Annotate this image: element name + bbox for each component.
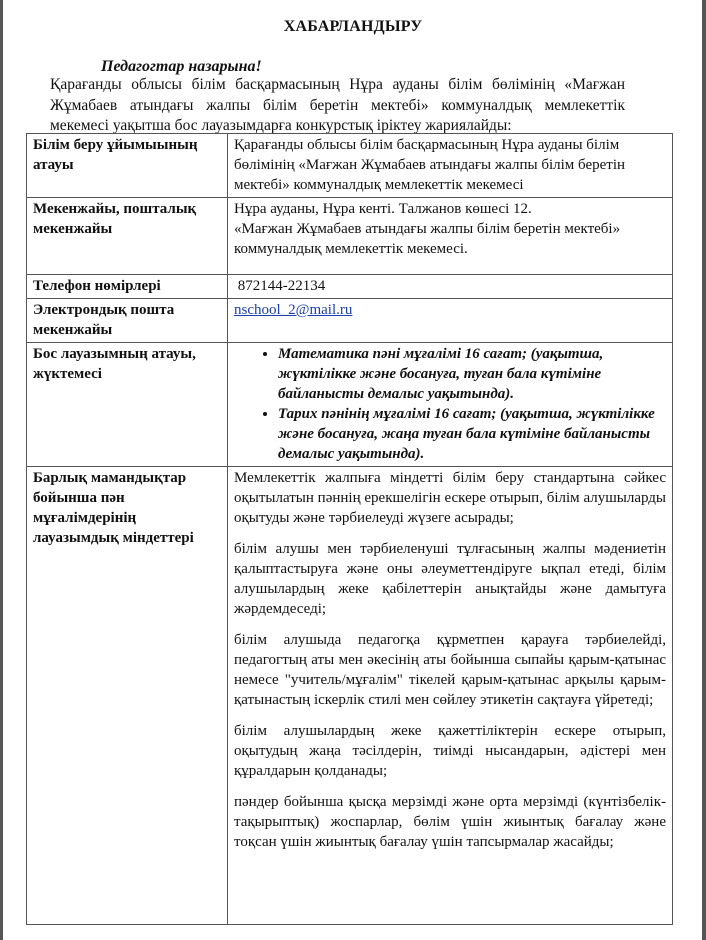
row-value: Қарағанды облысы білім басқармасының Нұра ауданы білім бөлімінің «Мағжан Жұмабаев атындағы жалпы білім беретін мектебі» коммуналдық мемлекеттік мекемесі xyxy=(228,134,673,198)
page-title: ХАБАРЛАНДЫРУ xyxy=(283,18,423,35)
vacancy-item-math: • Математика пәні мұғалімі 16 сағат; (уақытша, жүктілікке және босануға, туған бала күтіміне байланысты демалыс уақытында). xyxy=(278,344,666,404)
phone-number xyxy=(228,275,673,299)
intro-paragraph: Қарағанды облысы білім басқармасының Нұра ауданы білім бөлімінің «Мағжан Жұмабаев атындағы жалпы білім беретін мектебі» коммуналдық мемлекеттік мекемесі уақытша бос лауазымдарға конкурстық іріктеу жариялайды: xyxy=(50,76,625,134)
vacancy-item-history: • Тарих пәнінің мұғалімі 16 сағат; (уақытша, жүктілікке және босануға, жаңа туған бала күтіміне байланысты демалыс уақытында). xyxy=(278,404,666,464)
duty-item: пәндер бойынша қысқа мерзімді және орта мерзімді (күнтізбелік-тақырыптық) жоспарлар, бөлім үшін жиынтық бағалау және тоқсан үшін жиынтық бағалау үшін тапсырмалар жасайды; xyxy=(234,794,666,850)
row-label: Электрондық пошта мекенжайы xyxy=(27,299,228,343)
table-row-vacancies xyxy=(27,343,673,467)
address-school: «Мағжан Жұмабаев атындағы жалпы білім беретін мектебі» коммуналдық мемлекеттік мекемесі. xyxy=(234,221,621,257)
row-label: Мекенжайы, пошталық мекенжайы xyxy=(27,198,228,275)
row-label: Телефон нөмірлері xyxy=(27,275,228,299)
row-label: Бос лауазымның атауы, жүктемесі xyxy=(27,343,228,467)
table-row-address xyxy=(27,198,673,275)
duty-item: білім алушылардың жеке қажеттіліктерін ескере отырып, оқытудың жаңа тәсілдерін, тиімді нысандарын, әдістері мен құралдарын қолданады; xyxy=(234,723,666,779)
row-value xyxy=(228,467,673,925)
table-row-duties xyxy=(27,467,673,925)
duty-item: білім алушыда педагогқа құрметпен қарауға тәрбиелейді, педагогтың аты мен әкесінің аты бойынша сыпайы қарым-қатынас немесе "учитель/мұғалім" тікелей қарым-қатынас арқылы қарым-қатынастың іскерлік стилі мен сөйлеу этикетін сақтауға үйретеді; xyxy=(234,632,666,708)
attention-heading: Педагогтар назарына! xyxy=(101,58,262,75)
duty-item: Мемлекеттік жалпыға міндетті білім беру стандартына сәйкес оқытылатын пәннің ерекшелігін ескере отырып, білім алушыларды оқытуды және тәрбиелеуді жүзеге асырады; xyxy=(234,470,666,526)
table-row-email xyxy=(27,299,673,343)
table-row-organization xyxy=(27,134,673,198)
table-row-phone xyxy=(27,275,673,299)
row-value xyxy=(228,299,673,343)
email-link[interactable]: nschool_2@mail.ru xyxy=(234,302,353,318)
address-line: Нұра ауданы, Нұра кенті. Талжанов көшесі 12. xyxy=(234,201,532,217)
row-label: Барлық мамандықтар бойынша пән мұғалімдерінің лауазымдық міндеттері xyxy=(27,467,228,925)
page-edge-right xyxy=(702,0,706,940)
row-value xyxy=(228,343,673,467)
phone-value: 872144-22134 xyxy=(237,278,326,294)
page-edge-left xyxy=(0,0,3,940)
duty-item: білім алушы мен тәрбиеленуші тұлғасының жалпы мәдениетін қалыптастыруға және оны әлеуметтендіруге ықпал етеді, білім алушылардың жеке қабілеттерін анықтайды және дамытуға жәрдемдеседі; xyxy=(234,541,666,617)
vacancy-list xyxy=(234,344,666,464)
row-label: Білім беру ұйымыының атауы xyxy=(27,134,228,198)
row-value xyxy=(228,198,673,275)
info-table xyxy=(26,133,673,925)
